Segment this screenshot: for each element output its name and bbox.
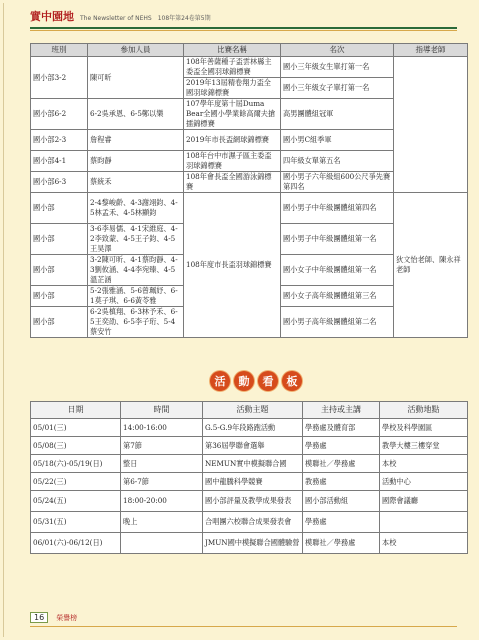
contest-cell: 108年台中市濕子區主委盃羽球錦標賽 [184,151,281,172]
time-cell: 第6-7節 [121,473,203,491]
header-rule-accent [30,30,457,31]
rank-cell: 國小男子中年級團體組第四名 [281,193,394,224]
class-cell: 國小部2-3 [31,130,88,151]
host-cell: 學務處及體育部 [303,419,380,437]
footer-rule [30,626,457,627]
place-cell [380,512,468,533]
participants-cell: 蔡統禾 [88,172,184,193]
rank-cell: 高男團體組冠軍 [281,99,394,130]
place-cell: 學校及科學園區 [380,419,468,437]
topic-cell: 合唱團六校聯合成果發表會 [203,512,303,533]
title-char: 板 [282,371,302,391]
rank-cell: 國小男C組季軍 [281,130,394,151]
class-cell: 國小部 [31,224,88,255]
participants-cell: 3-6李易儒、4-1宋維庭、4-2李致蒙、4-5王子鈞、4-5王昊澤 [88,224,184,255]
title-char: 動 [234,371,254,391]
header-rule [30,27,457,29]
section-name: 榮譽榜 [56,613,78,622]
events-col-date: 日期 [31,402,121,419]
awards-col-contest: 比賽名稱 [184,44,281,57]
rank-cell: 國小三年級女子單打第一名 [281,78,394,99]
class-cell: 國小部3-2 [31,57,88,99]
topic-cell: G.5-G.9年段路跑活動 [203,419,303,437]
rank-cell: 國小女子中年級團體組第一名 [281,255,394,286]
contest-cell: 108年善薩種子盃雲林縣主委盃全國羽球錦標賽 [184,57,281,78]
host-cell: 國小部活動組 [303,491,380,512]
time-cell: 18:00-20:00 [121,491,203,512]
participants-cell: 3-2陳可昕、4-1蔡昀靜、4-3劉攸涵、4-4李宛臻、4-5溫芷涵 [88,255,184,286]
events-table [30,401,468,554]
place-cell: 教學大樓三樓穿堂 [380,437,468,455]
footer [30,612,77,623]
place-cell: 國際會議廳 [380,491,468,512]
date-cell: 05/31(五) [31,512,121,533]
host-cell: 教務處 [303,473,380,491]
participants-cell: 陳可昕 [88,57,184,99]
time-cell [121,533,203,554]
table-row [31,455,468,473]
place-cell: 活動中心 [380,473,468,491]
class-cell: 國小部 [31,193,88,224]
rank-cell: 四年級女單第五名 [281,151,394,172]
header [30,8,211,24]
date-cell: 06/01(六)-06/12(日) [31,533,121,554]
time-cell: 晚上 [121,512,203,533]
date-cell: 05/18(六)-05/19(日) [31,455,121,473]
class-cell: 國小部4-1 [31,151,88,172]
contest-cell: 107學年度第十屆Duma Bear全國小學業餘高爾夫搶擂錦標賽 [184,99,281,130]
merged-contest-cell: 108年度市長盃羽球錦標賽 [184,193,281,338]
participants-cell: 6-2吳槙翔、6-3林予禾、6-5王奕劭、6-5李子珩、5-4蔡安竹 [88,307,184,338]
events-section-title [210,371,302,391]
host-cell: 學務處 [303,437,380,455]
rank-cell: 國小女子高年級團體組第三名 [281,286,394,307]
class-cell: 國小部 [31,307,88,338]
date-cell: 05/01(三) [31,419,121,437]
title-char: 看 [258,371,278,391]
events-col-place: 活動地點 [380,402,468,419]
events-col-topic: 活動主題 [203,402,303,419]
time-cell: 14:00-16:00 [121,419,203,437]
table-row [31,57,468,78]
participants-cell: 6-2吳承恩、6-5鄭以樂 [88,99,184,130]
topic-cell: 國小部評量及教學成果發表 [203,491,303,512]
events-header-row [31,402,468,419]
table-row [31,533,468,554]
table-row [31,419,468,437]
title-char: 活 [210,371,230,391]
rank-cell: 國小男子高年級團體組第二名 [281,307,394,338]
class-cell: 國小部 [31,286,88,307]
topic-cell: NEMUN實中模擬聯合國 [203,455,303,473]
table-row [31,512,468,533]
contest-cell: 2019年13屆精卷翔力盃全國羽球錦標賽 [184,78,281,99]
topic-cell: 第36屆學聯會選舉 [203,437,303,455]
participants-cell: 蔡昀靜 [88,151,184,172]
page-number: 16 [30,612,48,623]
participants-cell: 詹程睿 [88,130,184,151]
host-cell: 模聯社／學務處 [303,455,380,473]
events-col-time: 時間 [121,402,203,419]
newsletter-brand: 實中園地 [30,10,74,23]
topic-cell: 國中龍騰科學競賽 [203,473,303,491]
host-cell: 模聯社／學務處 [303,533,380,554]
topic-cell: JMUN國中模擬聯合國體驗營 [203,533,303,554]
awards-table [30,43,468,338]
rank-cell: 國小三年級女生單打第一名 [281,57,394,78]
awards-col-class: 班別 [31,44,88,57]
contest-cell: 2019年市長盃網球錦標賽 [184,130,281,151]
rank-cell: 國小男子中年級團體組第一名 [281,224,394,255]
contest-cell: 108年會長盃全國游泳錦標賽 [184,172,281,193]
teacher-cell [394,57,468,193]
date-cell: 05/22(三) [31,473,121,491]
time-cell: 整日 [121,455,203,473]
rank-cell: 國小男子六年級組600公尺爭先賽第四名 [281,172,394,193]
awards-col-rank: 名次 [281,44,394,57]
participants-cell: 5-2張雅涵、5-6曾珮妤、6-1莫子琪、6-6黃苓雅 [88,286,184,307]
participants-cell: 2-4黎峻齡、4-3謝翊鈞、4-5林孟禾、4-5林顯鈞 [88,193,184,224]
issue-label: 108年第24卷第5期 [157,15,211,22]
time-cell: 第7節 [121,437,203,455]
table-row [31,473,468,491]
table-row [31,491,468,512]
newsletter-subtitle: The Newsletter of NEHS [80,15,152,22]
events-col-host: 主持或主講 [303,402,380,419]
place-cell: 本校 [380,455,468,473]
awards-col-teacher: 指導老師 [394,44,468,57]
table-row [31,437,468,455]
date-cell: 05/08(三) [31,437,121,455]
place-cell: 本校 [380,533,468,554]
host-cell: 學務處 [303,512,380,533]
awards-col-participants: 參加人員 [88,44,184,57]
merged-teacher-cell: 狄文怡老師、陳永祥老師 [394,193,468,338]
awards-header-row [31,44,468,57]
table-row [31,193,468,224]
class-cell: 國小部6-3 [31,172,88,193]
class-cell: 國小部6-2 [31,99,88,130]
class-cell: 國小部 [31,255,88,286]
date-cell: 05/24(五) [31,491,121,512]
